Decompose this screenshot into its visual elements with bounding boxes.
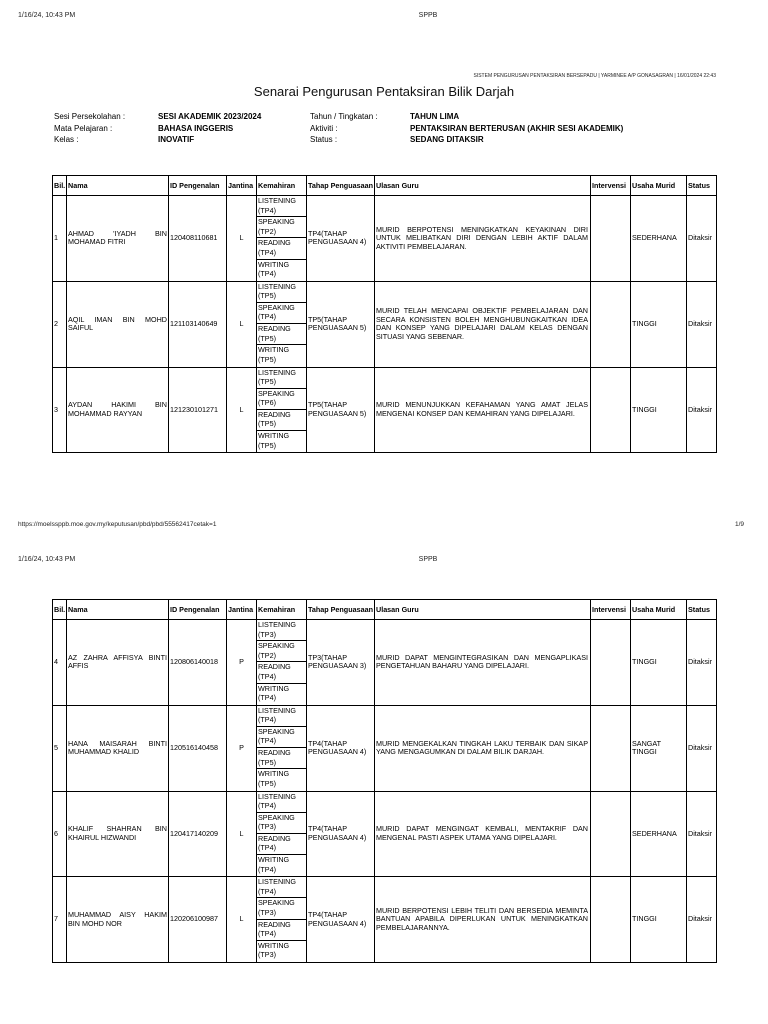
- mastery-level: TP4(TAHAP PENGUASAAN 4): [307, 705, 375, 791]
- table-header: [53, 176, 717, 196]
- skill-item: READING (TP5): [257, 324, 306, 345]
- skill-item: LISTENING (TP5): [257, 368, 306, 389]
- assessment-status: Ditaksir: [687, 877, 717, 963]
- student-name: AZ ZAHRA AFFISYA BINTI AFFIS: [67, 620, 169, 706]
- student-gender: P: [227, 705, 257, 791]
- assessment-table-page1: [52, 175, 717, 453]
- teacher-remark: MURID MENGEKALKAN TINGKAH LAKU TERBAIK DAN SIKAP YANG MENGAGUMKAN DI DALAM BILIK DARJAH.: [375, 705, 591, 791]
- row-number: 3: [53, 367, 67, 453]
- skill-item: READING (TP5): [257, 748, 306, 769]
- table-header: [53, 600, 717, 620]
- assessment-status: Ditaksir: [687, 281, 717, 367]
- teacher-remark: MURID DAPAT MENGINGAT KEMBALI, MENTAKRIF DAN MENGENAL PASTI ASPEK UTAMA YANG DIPELAJARI.: [375, 791, 591, 877]
- skill-item: SPEAKING (TP3): [257, 813, 306, 834]
- table-body: [53, 196, 717, 453]
- skill-item: LISTENING (TP4): [257, 877, 306, 898]
- page-number: 1/9: [734, 521, 744, 528]
- meta-row-session: Sesi Persekolahan : SESI AKADEMIK 2023/2024: [54, 112, 262, 121]
- col-jantina-header: Jantina: [227, 600, 257, 620]
- skills-cell: [257, 367, 307, 453]
- col-intervensi-header: Intervensi: [591, 600, 631, 620]
- meta-row-activity: Aktiviti : PENTAKSIRAN BERTERUSAN (AKHIR SESI AKADEMIK): [310, 123, 624, 133]
- table-body: [53, 620, 717, 963]
- skills-cell: [257, 877, 307, 963]
- intervention: [591, 367, 631, 453]
- skill-item: WRITING (TP4): [258, 259, 290, 279]
- assessment-status: Ditaksir: [687, 196, 717, 282]
- table-row: [53, 705, 717, 791]
- skill-item: WRITING (TP4): [258, 855, 290, 874]
- student-name: KHALIF SHAHRAN BIN KHAIRUL HIZWANDI: [67, 791, 169, 877]
- col-ulasan-header: Ulasan Guru: [375, 600, 591, 620]
- col-nama-header: Nama: [67, 600, 169, 620]
- skill-item: LISTENING (TP4): [257, 196, 306, 217]
- col-kemahiran-header: Kemahiran: [257, 176, 307, 196]
- skills-cell: [257, 705, 307, 791]
- table-row: [53, 620, 717, 706]
- page-title: Senarai Pengurusan Pentaksiran Bilik Darjah: [253, 84, 515, 99]
- row-number: 5: [53, 705, 67, 791]
- intervention: [591, 705, 631, 791]
- skill-item: SPEAKING (TP3): [257, 898, 306, 919]
- skill-item: LISTENING (TP3): [257, 620, 306, 641]
- student-gender: L: [227, 281, 257, 367]
- teacher-remark: MURID MENUNJUKKAN KEFAHAMAN YANG AMAT JELAS MENGENAI KONSEP DAN KEMAHIRAN YANG DIPELAJARI.: [375, 367, 591, 453]
- student-id: 120408110681: [169, 196, 227, 282]
- skill-item: SPEAKING (TP2): [257, 641, 306, 662]
- row-number: 6: [53, 791, 67, 877]
- skill-item: SPEAKING (TP4): [257, 727, 306, 748]
- skills-cell: [257, 196, 307, 282]
- skill-item: LISTENING (TP4): [257, 706, 306, 727]
- skill-item: WRITING (TP5): [258, 345, 290, 364]
- student-name: AHMAD 'IYADH BIN MOHAMAD FITRI: [67, 196, 169, 282]
- mastery-level: TP4(TAHAP PENGUASAAN 4): [307, 196, 375, 282]
- intervention: [591, 791, 631, 877]
- skill-item: SPEAKING (TP6): [257, 389, 306, 410]
- student-effort: SEDERHANA: [631, 196, 687, 282]
- student-gender: L: [227, 196, 257, 282]
- assessment-status: Ditaksir: [687, 705, 717, 791]
- print-app-name: SPPB: [418, 12, 438, 19]
- table-row: [53, 281, 717, 367]
- print-app-name: SPPB: [418, 556, 438, 563]
- meta-row-year: Tahun / Tingkatan : TAHUN LIMA: [310, 112, 460, 121]
- skill-item: SPEAKING (TP2): [257, 217, 306, 238]
- skill-item: LISTENING (TP4): [257, 792, 306, 813]
- col-tahap-header: Tahap Penguasaan: [307, 600, 375, 620]
- intervention: [591, 281, 631, 367]
- row-number: 7: [53, 877, 67, 963]
- assessment-status: Ditaksir: [687, 367, 717, 453]
- print-datetime: 1/16/24, 10:43 PM: [18, 556, 76, 563]
- col-intervensi-header: Intervensi: [591, 176, 631, 196]
- skills-cell: [257, 791, 307, 877]
- student-gender: L: [227, 367, 257, 453]
- meta-row-subject: Mata Pelajaran : BAHASA INGGERIS: [54, 123, 234, 133]
- teacher-remark: MURID BERPOTENSI LEBIH TELITI DAN BERSEDIA MEMINTA BANTUAN APABILA DIPERLUKAN UNTUK MENINGKATKAN PEMBELAJARANNYA.: [375, 877, 591, 963]
- meta-left: [54, 111, 261, 146]
- row-number: 2: [53, 281, 67, 367]
- mastery-level: TP5(TAHAP PENGUASAAN 5): [307, 281, 375, 367]
- col-bil-header: Bil.: [53, 600, 67, 620]
- skill-item: LISTENING (TP5): [257, 282, 306, 303]
- meta-row-class: Kelas : INOVATIF: [54, 135, 195, 144]
- skill-item: READING (TP4): [257, 662, 306, 683]
- header-row: [53, 600, 717, 620]
- teacher-remark: MURID TELAH MENCAPAI OBJEKTIF PEMBELAJARAN DAN SECARA KONSISTEN BOLEH MENGHUBUNGKAITKAN IDEA DAN KONSEP YANG DIPELAJARI DALAM KELAS DENGAN SITUASI YANG SEBENAR.: [375, 281, 591, 367]
- intervention: [591, 620, 631, 706]
- teacher-remark: MURID BERPOTENSI MENINGKATKAN KEYAKINAN DIRI UNTUK MELIBATKAN DIRI DENGAN LEBIH AKTIF DALAM AKTIVITI PEMBELAJARAN.: [375, 196, 591, 282]
- mastery-level: TP3(TAHAP PENGUASAAN 3): [307, 620, 375, 706]
- col-id-header: ID Pengenalan: [169, 600, 227, 620]
- student-effort: SEDERHANA: [631, 791, 687, 877]
- system-info-line: SISTEM PENGURUSAN PENTAKSIRAN BERSEPADU | YARMINEE A/P GONASAGRAN | 16/01/2024 22:43: [473, 73, 716, 79]
- header-row: [53, 176, 717, 196]
- student-name: AYDAN HAKIMI BIN MOHAMMAD RAYYAN: [67, 367, 169, 453]
- skill-item: READING (TP5): [257, 410, 306, 431]
- student-effort: TINGGI: [631, 620, 687, 706]
- teacher-remark: MURID DAPAT MENGINTEGRASIKAN DAN MENGAPLIKASI PENGETAHUAN BAHARU YANG DIPELAJARI.: [375, 620, 591, 706]
- assessment-status: Ditaksir: [687, 791, 717, 877]
- student-gender: L: [227, 791, 257, 877]
- mastery-level: TP4(TAHAP PENGUASAAN 4): [307, 877, 375, 963]
- skill-item: READING (TP4): [257, 920, 306, 941]
- table-row: [53, 196, 717, 282]
- print-url: https://moelssppb.moe.gov.my/keputusan/pbd/pbd/55562417cetak=1: [18, 521, 217, 528]
- table-row: [53, 877, 717, 963]
- intervention: [591, 877, 631, 963]
- student-effort: TINGGI: [631, 877, 687, 963]
- col-jantina-header: Jantina: [227, 176, 257, 196]
- student-id: 120206100987: [169, 877, 227, 963]
- col-ulasan-header: Ulasan Guru: [375, 176, 591, 196]
- assessment-status: Ditaksir: [687, 620, 717, 706]
- student-effort: TINGGI: [631, 281, 687, 367]
- mastery-level: TP5(TAHAP PENGUASAAN 5): [307, 367, 375, 453]
- student-id: 120806140018: [169, 620, 227, 706]
- col-status-header: Status: [687, 176, 717, 196]
- col-status-header: Status: [687, 600, 717, 620]
- col-bil-header: Bil.: [53, 176, 67, 196]
- student-gender: L: [227, 877, 257, 963]
- col-id-header: ID Pengenalan: [169, 176, 227, 196]
- intervention: [591, 196, 631, 282]
- row-number: 1: [53, 196, 67, 282]
- row-number: 4: [53, 620, 67, 706]
- col-kemahiran-header: Kemahiran: [257, 600, 307, 620]
- skill-item: SPEAKING (TP4): [257, 303, 306, 324]
- student-effort: TINGGI: [631, 367, 687, 453]
- col-usaha-header: Usaha Murid: [631, 176, 687, 196]
- table-row: [53, 367, 717, 453]
- col-tahap-header: Tahap Penguasaan: [307, 176, 375, 196]
- skills-cell: [257, 281, 307, 367]
- skill-item: WRITING (TP5): [258, 431, 290, 450]
- table-row: [53, 791, 717, 877]
- skill-item: READING (TP4): [257, 834, 306, 855]
- skills-cell: [257, 620, 307, 706]
- student-effort: SANGAT TINGGI: [631, 705, 687, 791]
- student-id: 121103140649: [169, 281, 227, 367]
- skill-item: WRITING (TP4): [258, 683, 290, 703]
- student-id: 120516140458: [169, 705, 227, 791]
- student-id: 120417140209: [169, 791, 227, 877]
- meta-right: [310, 111, 623, 146]
- skill-item: READING (TP4): [257, 238, 306, 259]
- print-datetime: 1/16/24, 10:43 PM: [18, 12, 76, 19]
- assessment-table-page2: [52, 599, 717, 963]
- meta-row-status: Status : SEDANG DITAKSIR: [310, 135, 484, 144]
- skill-item: WRITING (TP3): [258, 940, 290, 960]
- skill-item: WRITING (TP5): [258, 769, 290, 788]
- mastery-level: TP4(TAHAP PENGUASAAN 4): [307, 791, 375, 877]
- student-name: HANA MAISARAH BINTI MUHAMMAD KHALID: [67, 705, 169, 791]
- student-name: MUHAMMAD AISY HAKIM BIN MOHD NOR: [67, 877, 169, 963]
- student-id: 121230101271: [169, 367, 227, 453]
- student-gender: P: [227, 620, 257, 706]
- col-nama-header: Nama: [67, 176, 169, 196]
- col-usaha-header: Usaha Murid: [631, 600, 687, 620]
- student-name: AQIL IMAN BIN MOHD SAIFUL: [67, 281, 169, 367]
